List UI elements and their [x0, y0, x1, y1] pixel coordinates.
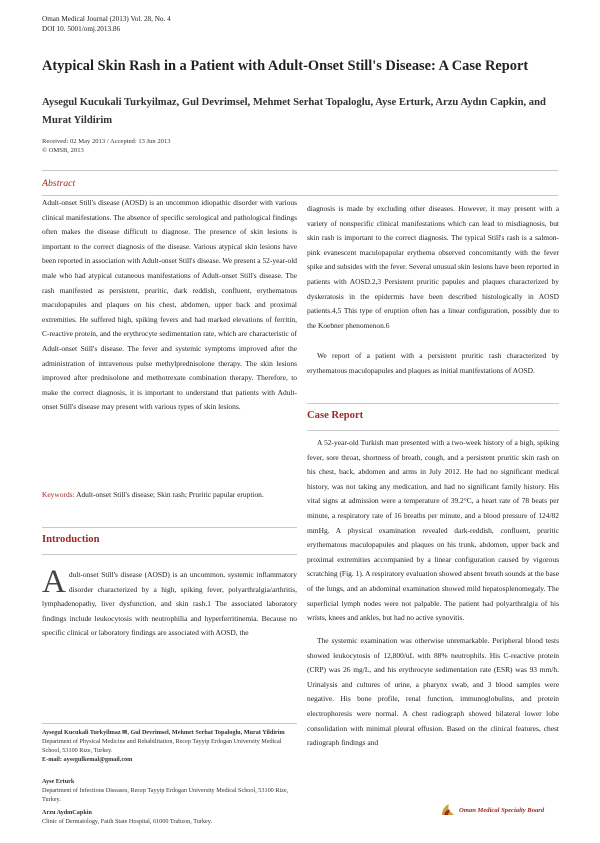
omsb-logo	[440, 803, 544, 817]
abstract-top-rule	[42, 170, 558, 171]
intro-heading-rule	[42, 554, 297, 555]
case-report-heading: Case Report	[307, 410, 364, 421]
keywords-label: Keywords:	[42, 490, 75, 499]
paper-title: Atypical Skin Rash in a Patient with Adult-Onset Still's Disease: A Case Report	[42, 58, 529, 74]
copyright: © OMSB, 2013	[42, 147, 84, 154]
affiliation-3-authors: Arzu AydınCapkin	[42, 809, 92, 816]
abstract-text: Adult-onset Still's disease (AOSD) is an uncommon idiopathic disorder with various clinical manifestations. The absence of specific serological and pathological findings often makes the disease difficult to diagnose. The presence of skin lesions is important to the correct diagnosis of the disease. Various atypical skin lesions have been reported in association with Adult-onset Still's disease. We present a 52-year-old male who had atypical cutaneous manifestations of Adult-onset Still's disease. The rash manifested as persistent, pruritic, dark reddish, confluent, erythematous maculopapules and plaques on his chest, abdomen, upper back and proximal extremities. He suffered high, spiking fevers and had marked elevations of ferritin, C-reactive protein, and the erythrocyte sedimentation rate, which are characteristic of Adult-onset Still's disease. The fever and systemic symptoms improved after the administration of intravenous pulse methylprednisolone therapy. The skin lesions improved after prednisolone and methotrexate combination therapy. Therefore, to make the correct diagnosis, it is important to understand that patients with Adult-onset Still's disease may present with various types of skin lesions.	[42, 198, 297, 412]
case-heading-rule	[307, 430, 559, 431]
intro-paragraph-1-text: dult-onset Still's disease (AOSD) is an uncommon, systemic inflammatory disorder characterized by a high, spiking fever, polyarthralgia/arthritis, lymphadenopathy, liver dysfunction, and skin rash.1 The associated laboratory findings include leukocytosis with neutrophilia and hyperferritinemia. Because no specific clinical or laboratory findings are associated with AOSD, the	[42, 570, 297, 638]
affiliation-rule	[42, 723, 297, 724]
introduction-heading: Introduction	[42, 534, 100, 545]
affiliation-2	[42, 777, 297, 804]
abstract-heading: Abstract	[42, 178, 76, 189]
affiliation-3	[42, 808, 297, 826]
affiliation-1-authors: Aysegul Kucukali Turkyilmaz ✉, Gul Devrimsel, Mehmet Serhat Topaloglu, Murat Yildirim	[42, 729, 285, 736]
intro-top-rule	[42, 527, 297, 528]
doi: DOI 10. 5001/omj.2013.86	[42, 25, 121, 33]
keywords	[42, 488, 297, 503]
journal-citation: Oman Medical Journal (2013) Vol. 28, No. 4	[42, 15, 171, 23]
intro-paragraph-1	[42, 564, 297, 641]
keywords-list: Adult-onset Still's disease; Skin rash; Pruritic papular eruption.	[76, 490, 264, 499]
affiliation-1	[42, 728, 297, 764]
dropcap: A	[42, 564, 66, 600]
journal-header	[42, 14, 171, 34]
publication-dates	[42, 137, 171, 155]
affiliation-2-dept: Department of Infectious Diseases, Recep Tayyip Erdogan University Medical School, 53100 Rize, Turkey.	[42, 787, 289, 803]
omsb-emblem-icon	[440, 803, 456, 817]
received-accepted: Received: 02 May 2013 / Accepted: 13 Jun 2013	[42, 138, 171, 145]
case-paragraph-1: A 52-year-old Turkish man presented with a two-week history of a high, spiking fever, sore throat, shortness of breath, cough, and a persistent pruritic skin rash on his chest, back, abdomen and arms in July 2012. He had no significant medical history, was not taking any medication, and had no significant family history. His vital signs at admission were a temperature of 39.2°C, a heart rate of 78 beats per minute, a respiratory rate of 16 breaths per minute, and a blood pressure of 124/82 mmHg. A physical examination revealed dark-reddish, confluent, pruritic erythematous maculopapules and plaques on his trunk, abdomen, upper back and proximal extremities accompanied by a linear configuration caused by vigorous scratching (Fig. 1). A respiratory evaluation showed absent breath sounds at the base of the lungs, and an abdominal examination showed mild hepatosplenomegaly. The superficial lymph nodes were not palpable. The patient had polyarthralgia of his wrists, knees and ankles, but had no active synovitis.	[307, 438, 559, 623]
affiliation-3-dept: Clinic of Dermatology, Fatih State Hospital, 61000 Trabzon, Turkey.	[42, 818, 213, 825]
omsb-logo-text: Oman Medical Specialty Board	[459, 806, 545, 814]
case-top-rule	[307, 403, 559, 404]
affiliation-1-email[interactable]: E-mail: aysegulkemal@gmail.com	[42, 756, 133, 763]
affiliation-2-authors: Ayse Erturk	[42, 778, 75, 785]
case-paragraph-2: The systemic examination was otherwise unremarkable. Peripheral blood tests showed leukocytosis of 12,800/uL with 88% neutrophils. His C-reactive protein (CRP) was 26 mg/L, and his erythrocyte sedimentation rate (ESR) was 93 mm/h. Urinalysis and cultures of urine, a pharynx swab, and 3 blood samples were negative. His bone profile, renal function, immunoglobulins, and protein electrophoresis were normal. A chest radiograph showed bilateral lower lobe consolidation with minimal pleural effusion. Based on the clinical features, chest radiograph findings and	[307, 636, 559, 748]
intro-paragraph-2: We report of a patient with a persistent pruritic rash characterized by erythematous maculopapules and plaques as initial manifestations of AOSD.	[307, 351, 559, 375]
intro-paragraph-1-continued: diagnosis is made by excluding other diseases. However, it may present with a variety of nonspecific clinical manifestations which can lead to misdiagnosis, but skin rash is important to the correct diagnosis. The typical Still's rash is a salmon-pink evanescent maculopapular erythema observed concomitantly with the fever spike and subsides with the fever. Several unusual skin lesions have been reported in patients with AOSD.2,3 Persistent pruritic papules and plaques characterized by dyskeratosis in the epidermis have been described histologically in AOSD patients.4,5 This type of eruption often has a linear configuration, possibly due to the Koebner phenomenon.6	[307, 204, 559, 330]
affiliation-1-dept: Department of Physical Medicine and Rehabilitation, Recep Tayyip Erdogan University Medical School, 53100 Rize, Turkey.	[42, 738, 282, 754]
author-list: Aysegul Kucukali Turkyilmaz, Gul Devrimsel, Mehmet Serhat Topaloglu, Ayse Erturk, Arzu Aydın Capkin, and Murat Yildirim	[42, 97, 546, 126]
